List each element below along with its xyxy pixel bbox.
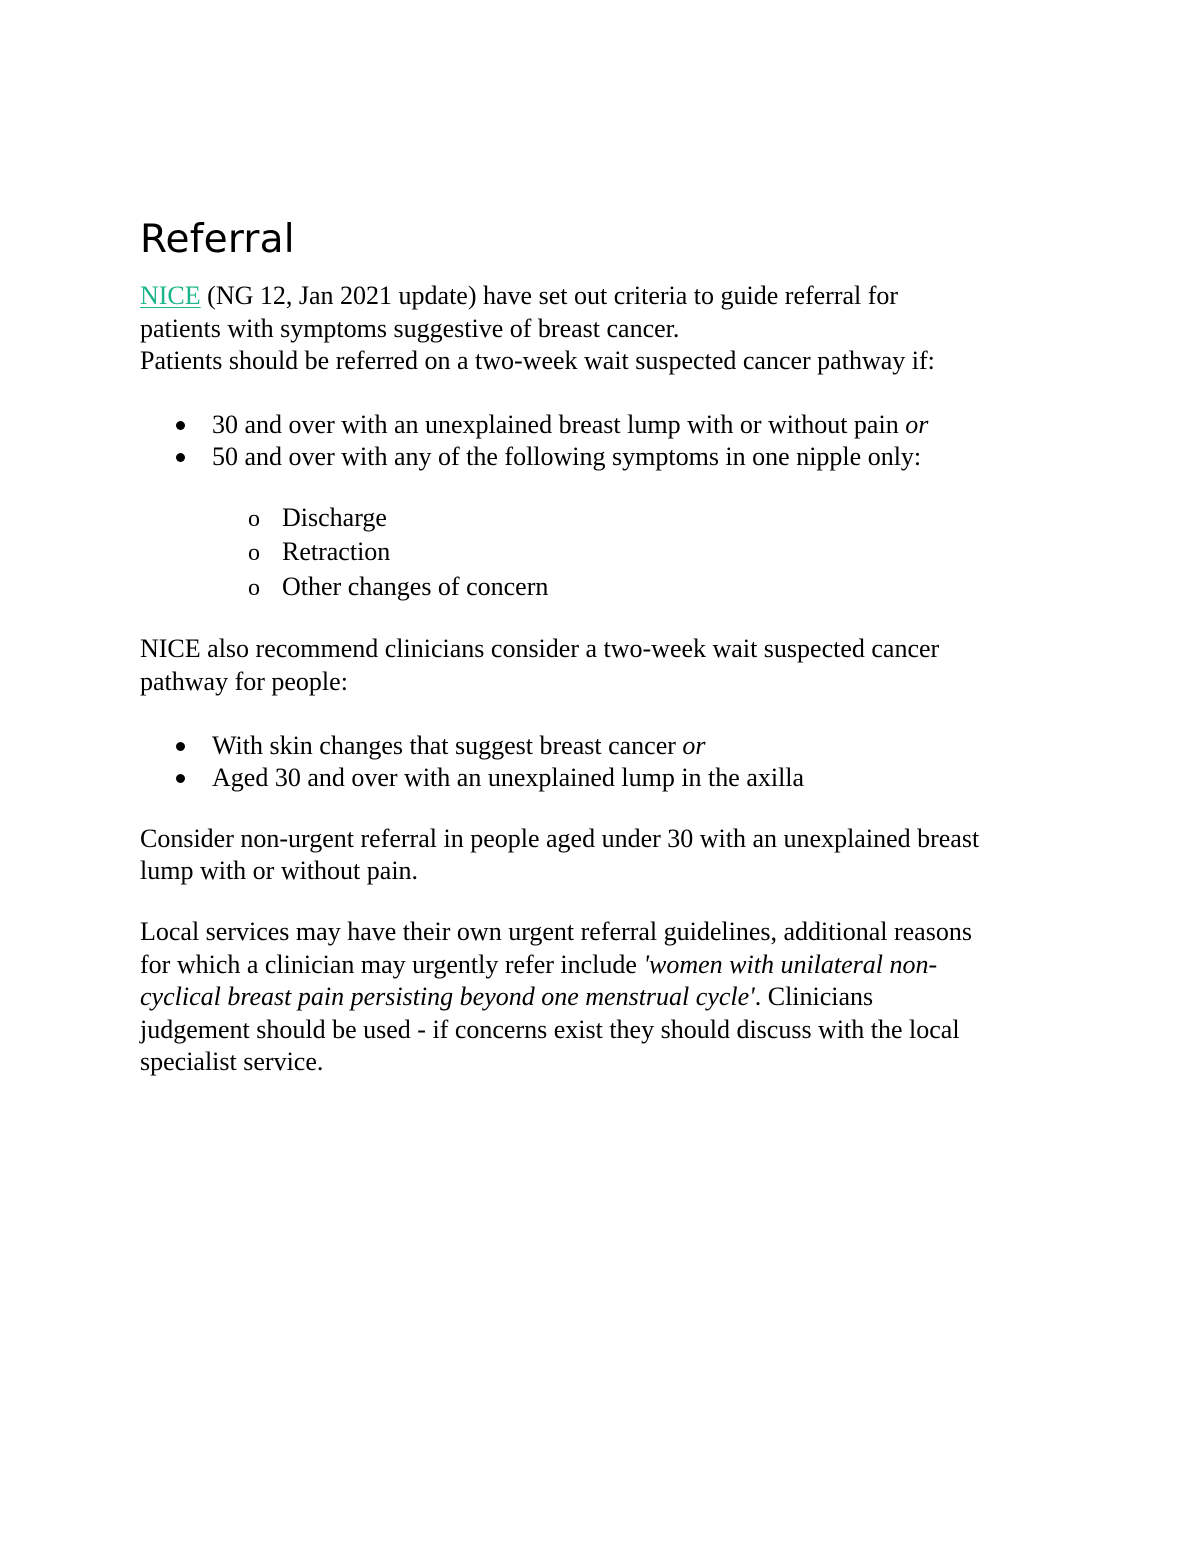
circle-bullet-icon: o [248,574,260,601]
document-content [140,214,1080,1079]
list-item [140,441,1080,474]
bullet-icon [176,742,185,751]
sub-list-item [140,571,1080,606]
list-item-text: 30 and over with an unexplained breast lump with or without pain [212,409,906,439]
sub-list-item-text: Discharge [282,502,387,532]
sub-list-item [140,536,1080,571]
bullet-icon [176,453,185,462]
non-urgent-line1-text: Consider non-urgent referral in people aged under 30 with an unexplained breast [140,823,980,853]
local-quote-start: 'women with unilateral non- [643,949,938,979]
refer-criteria-list [140,409,1080,474]
list-item-text: 50 and over with any of the following symptoms in one nipple only: [212,442,922,472]
circle-bullet-icon: o [248,540,260,567]
local-services-paragraph [140,916,1080,1079]
intro-line2-text: patients with symptoms suggestive of breast cancer. [140,313,680,343]
local-line5-text: specialist service. [140,1047,324,1077]
sub-list-item-text: Other changes of concern [282,571,549,601]
spacer [140,474,1080,502]
spacer [140,378,1080,409]
bullet-icon [176,421,185,430]
list-item-italic: or [682,730,706,760]
spacer [140,795,1080,823]
local-line3-text: . Clinicians [754,982,874,1012]
non-urgent-line2-text: lump with or without pain. [140,856,419,886]
local-line4-text: judgement should be used - if concerns exist they should discuss with the local [140,1014,960,1044]
bullet-icon [176,774,185,783]
local-line1-text: Local services may have their own urgent referral guidelines, additional reasons [140,917,972,947]
sub-list-item [140,502,1080,537]
intro-paragraph [140,280,1080,378]
consider-line1-text: NICE also recommend clinicians consider a two-week wait suspected cancer [140,634,940,664]
list-item-text: Aged 30 and over with an unexplained lump in the axilla [212,763,805,793]
list-item [140,409,1080,442]
intro-line1-text: (NG 12, Jan 2021 update) have set out criteria to guide referral for [200,281,899,310]
local-quote-end: cyclical breast pain persisting beyond one menstrual cycle' [140,982,755,1012]
consider-line2-text: pathway for people: [140,667,348,697]
sub-list-item-text: Retraction [282,537,391,567]
consider-criteria-list [140,730,1080,795]
page-title: Referral [140,217,295,262]
list-item-italic: or [905,409,929,439]
list-item [140,730,1080,763]
spacer [140,605,1080,633]
consider-paragraph [140,633,1080,698]
local-line2-text: for which a clinician may urgently refer include [140,949,644,979]
nice-link[interactable]: NICE [140,281,201,310]
intro-line3-text: Patients should be referred on a two-week wait suspected cancer pathway if: [140,346,935,376]
spacer [140,699,1080,730]
nipple-symptom-list [140,502,1080,606]
spacer [140,888,1080,916]
non-urgent-paragraph [140,823,1080,888]
list-item [140,762,1080,795]
list-item-text: With skin changes that suggest breast cancer [212,730,683,760]
circle-bullet-icon: o [248,505,260,532]
